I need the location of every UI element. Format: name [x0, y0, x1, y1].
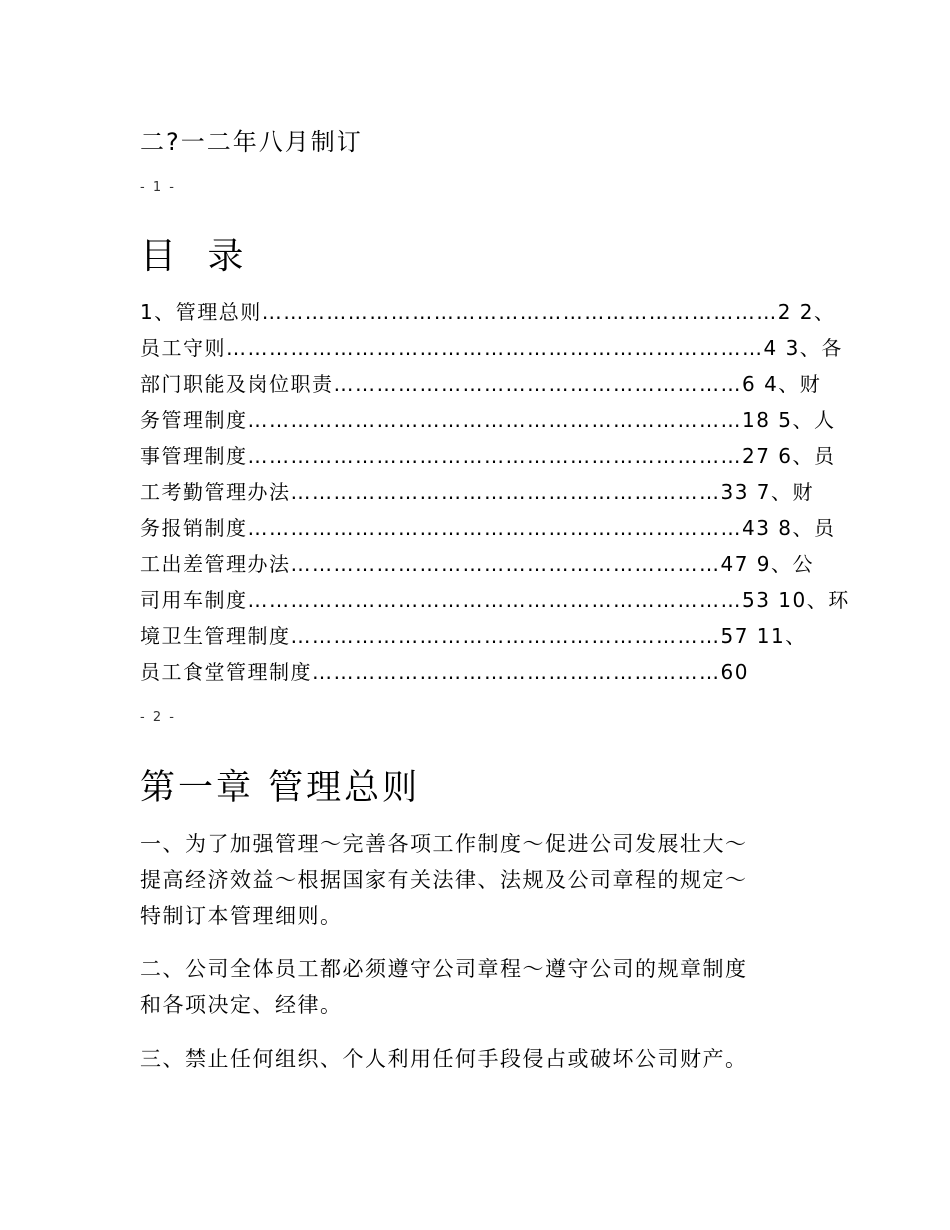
toc-entry: 事管理制度……………………………………………………………27 6、员: [140, 444, 836, 468]
toc-entry: 员工食堂管理制度…………………………………………………60: [140, 660, 749, 684]
toc-entry: 1、管理总则………………………………………………………………2 2、: [140, 300, 836, 324]
toc-entry: 务报销制度……………………………………………………………43 8、员: [140, 516, 836, 540]
toc-entry: 部门职能及岗位职责…………………………………………………6 4、财: [140, 372, 822, 396]
paragraph-line: 提高经济效益～根据国家有关法律、法规及公司章程的规定～: [140, 868, 748, 892]
toc-title: 目 录: [140, 236, 254, 277]
paragraph-line: 三、禁止任何组织、个人利用任何手段侵占或破坏公司财产。: [140, 1047, 748, 1071]
page-number: - 1 -: [140, 180, 176, 195]
toc-entry: 境卫生管理制度……………………………………………………57 11、: [140, 624, 807, 648]
toc-entry: 工考勤管理办法……………………………………………………33 7、财: [140, 480, 815, 504]
page-number: - 2 -: [140, 710, 176, 725]
paragraph-line: 二、公司全体员工都必须遵守公司章程～遵守公司的规章制度: [140, 957, 748, 981]
toc-entry: 工出差管理办法……………………………………………………47 9、公: [140, 552, 815, 576]
paragraph-line: 特制订本管理细则。: [140, 904, 343, 928]
toc-entry: 务管理制度……………………………………………………………18 5、人: [140, 408, 836, 432]
toc-entry: 司用车制度……………………………………………………………53 10、环: [140, 588, 850, 612]
paragraph-line: 和各项决定、经律。: [140, 993, 343, 1017]
paragraph: [140, 951, 820, 1023]
toc-entry: 员工守则…………………………………………………………………4 3、各: [140, 336, 843, 360]
paragraph-line: 一、为了加强管理～完善各项工作制度～促进公司发展壮大～: [140, 832, 748, 856]
paragraph: [140, 826, 820, 934]
revision-date: 二?一二年八月制订: [140, 128, 363, 156]
chapter-title: 第一章 管理总则: [140, 768, 421, 808]
paragraph: [140, 1041, 820, 1077]
